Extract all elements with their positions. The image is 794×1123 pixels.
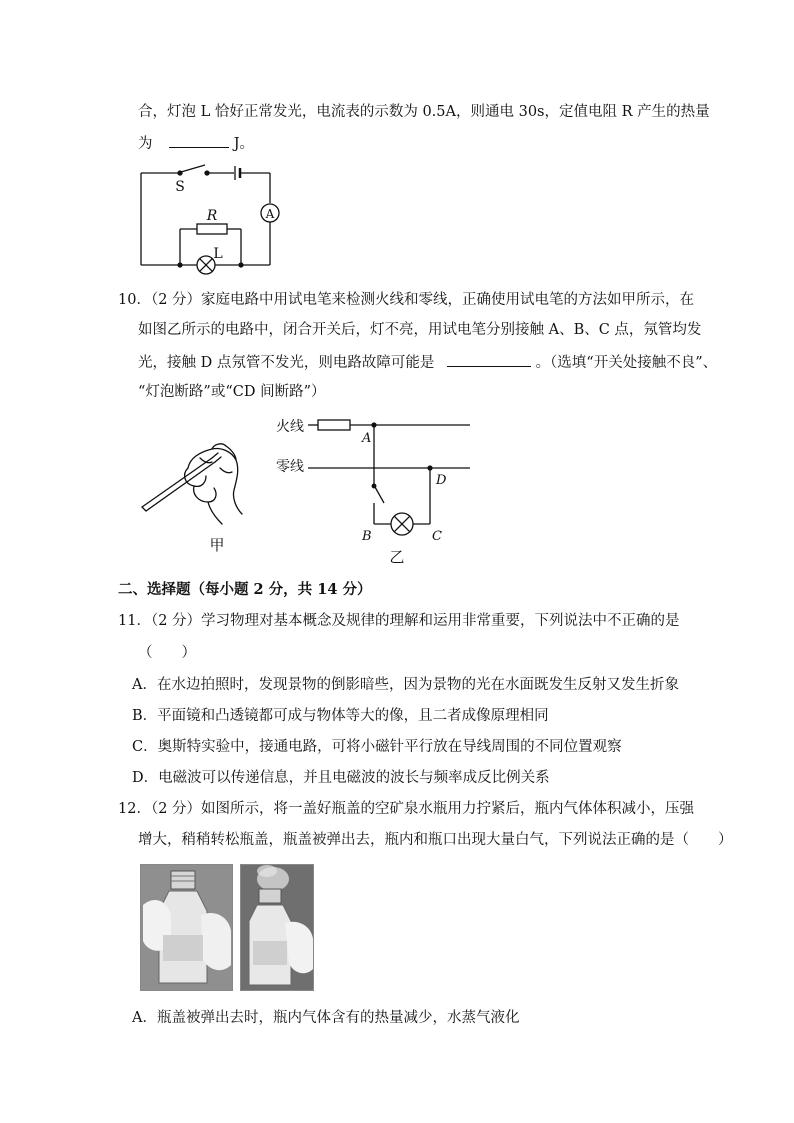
section-heading: 二、选择题（每小题 2 分，共 14 分） bbox=[118, 581, 372, 598]
q12-option-a[interactable]: A．瓶盖被弹出去时，瓶内气体含有的热量减少，水蒸气液化 bbox=[132, 1010, 520, 1026]
q9-line2-suffix: J。 bbox=[233, 136, 255, 152]
bottle-after-image bbox=[241, 865, 313, 990]
ammeter-label: A bbox=[265, 207, 275, 221]
q11-answer-brackets: （ ） bbox=[138, 645, 196, 661]
resistor-label: R bbox=[206, 208, 218, 224]
point-c-label: C bbox=[432, 529, 442, 544]
q10-line3-suffix: 。（选填“开关处接触不良”、 bbox=[535, 355, 718, 371]
q9-text-line1: 合，灯泡 L 恰好正常发光，电流表的示数为 0.5A，则通电 30s，定值电阻 R 产生的热量 bbox=[138, 104, 710, 120]
fig-yi-caption: 乙 bbox=[389, 548, 405, 566]
bottle-photo-before bbox=[140, 864, 233, 991]
point-a-label: A bbox=[362, 431, 372, 446]
q10-line3-prefix: 光，接触 D 点氖管不发光，则电路故障可能是 bbox=[138, 355, 435, 371]
q11-option-b[interactable]: B．平面镜和凸透镜都可成与物体等大的像，且二者成像原理相同 bbox=[132, 708, 549, 724]
fig-jia-label: 甲 bbox=[209, 536, 225, 554]
bottle-photo-after bbox=[240, 864, 314, 991]
switch-label: S bbox=[175, 179, 185, 195]
q10-text-line2: 如图乙所示的电路中，闭合开关后，灯不亮，用试电笔分别接触 A、B、C 点，氖管均发 bbox=[138, 322, 702, 338]
point-d-label: D bbox=[436, 473, 447, 488]
q11-option-d[interactable]: D．电磁波可以传递信息，并且电磁波的波长与频率成反比例关系 bbox=[132, 770, 550, 786]
q12-text-line2: 增大，稍稍转松瓶盖，瓶盖被弹出去，瓶内和瓶口出现大量白气，下列说法正确的是（ ） bbox=[138, 832, 733, 848]
lamp-label: L bbox=[213, 246, 223, 262]
point-b-label: B bbox=[362, 529, 372, 544]
q10-text-line4: “灯泡断路”或“CD 间断路”） bbox=[138, 384, 326, 400]
q11-option-a[interactable]: A．在水边拍照时，发现景物的倒影暗些，因为景物的光在水面既发生反射又发生折象 bbox=[132, 677, 679, 693]
q11-text-line1: 11．（2 分）学习物理对基本概念及规律的理解和运用非常重要，下列说法中不正确的是 bbox=[118, 613, 680, 629]
q11-option-c[interactable]: C．奥斯特实验中，接通电路，可将小磁针平行放在导线周围的不同位置观察 bbox=[132, 739, 622, 755]
live-wire-label: 火线 bbox=[276, 419, 304, 435]
neutral-wire-label: 零线 bbox=[276, 459, 304, 475]
q9-line2-prefix: 为 bbox=[138, 136, 153, 152]
bottle-before-image bbox=[141, 865, 232, 990]
q12-text-line1: 12．（2 分）如图所示，将一盖好瓶盖的空矿泉水瓶用力拧紧后，瓶内气体体积减小，压强 bbox=[118, 801, 695, 817]
q10-text-line1: 10．（2 分）家庭电路中用试电笔来检测火线和零线，正确使用试电笔的方法如甲所示，在 bbox=[118, 292, 695, 308]
